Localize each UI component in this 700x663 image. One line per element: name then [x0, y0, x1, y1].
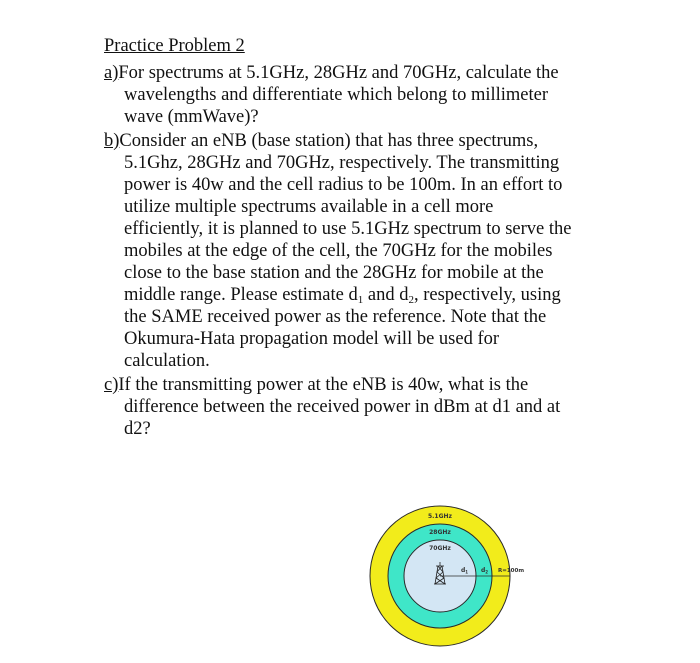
- part-b-line-6: mobiles at the edge of the cell, the 70GHz for the mobiles: [124, 241, 553, 261]
- part-c-line-3: d2?: [124, 419, 151, 439]
- part-b-tag: b): [104, 131, 120, 151]
- part-b-line-8-post: , respectively, using: [413, 285, 561, 305]
- part-b-line-11: calculation.: [124, 351, 210, 371]
- page-title: Practice Problem 2: [104, 36, 245, 56]
- part-a-line-2: wavelengths and differentiate which belong to millimeter: [124, 85, 549, 105]
- part-c-line-2: difference between the received power in dBm at d1 and at: [124, 397, 561, 417]
- part-c-text-1: If the transmitting power at the eNB is 40w, what is the: [118, 375, 529, 395]
- d1-subscript: 1: [357, 294, 364, 306]
- part-c-tag: c): [104, 375, 119, 395]
- part-b-line-10: Okumura-Hata propagation model will be used for: [124, 329, 500, 349]
- label-d1: $d_1$: [461, 567, 469, 575]
- part-b-text-1: Consider an eNB (base station) that has three spectrums,: [119, 131, 539, 151]
- part-b-line-3: power is 40w and the cell radius to be 100m. In an effort to: [124, 175, 563, 195]
- part-b-line-9: the SAME received power as the reference. Note that the: [124, 307, 547, 327]
- cell-coverage-diagram: [368, 500, 548, 660]
- part-b-line-1: [104, 130, 538, 152]
- label-5-1ghz: 5.1GHz: [427, 513, 453, 520]
- part-a-line-1: [104, 62, 559, 84]
- label-radius: R=100m: [498, 568, 525, 574]
- part-b-line-8-mid: and d: [363, 285, 409, 305]
- part-b-line-2: 5.1Ghz, 28GHz and 70GHz, respectively. The transmitting: [124, 153, 560, 173]
- part-b-line-4: utilize multiple spectrums available in a cell more: [124, 197, 494, 217]
- label-d2: $d_2$: [481, 567, 489, 575]
- part-b-line-8-pre: middle range. Please estimate d: [124, 285, 358, 305]
- label-28ghz: 28GHz: [429, 529, 451, 536]
- part-b-line-7: close to the base station and the 28GHz for mobile at the: [124, 263, 544, 283]
- part-a-line-3: wave (mmWave)?: [124, 107, 259, 127]
- part-b-line-5: efficiently, it is planned to use 5.1GHz spectrum to serve the: [124, 219, 572, 239]
- label-70ghz: 70GHz: [429, 545, 451, 552]
- part-a-text-1: For spectrums at 5.1GHz, 28GHz and 70GHz, calculate the: [118, 63, 559, 83]
- part-c-line-1: [104, 374, 528, 396]
- d2-subscript: 2: [408, 294, 414, 306]
- part-a-tag: a): [104, 63, 119, 83]
